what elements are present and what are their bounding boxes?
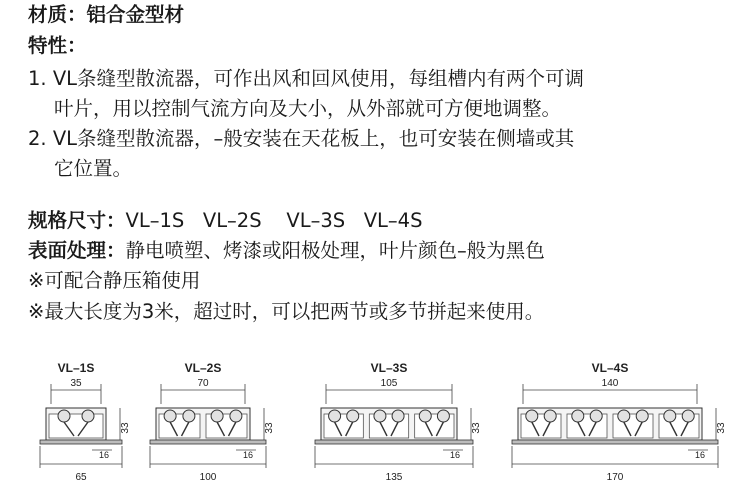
note-2: ※最大长度为3米，超过时，可以把两节或多节拼起来使用。: [28, 300, 545, 323]
blade-pivot-icon: [544, 410, 556, 422]
surface-value: 静电喷塑、烤漆或阳极处理，叶片颜色–般为黑色: [125, 239, 545, 262]
blade-pivot-icon: [392, 410, 404, 422]
material-label: 材质：: [28, 3, 87, 26]
slot-width-dim-text: 35: [70, 378, 82, 389]
feature-1-text: VL条缝型散流器，可作出风和回风使用，每组槽内有两个可调: [52, 67, 585, 90]
drawing-model-label: VL–4S: [591, 361, 629, 375]
height-dim-text: 33: [716, 422, 727, 434]
blade-pivot-icon: [230, 410, 242, 422]
drawing-model-label: VL–2S: [184, 361, 222, 375]
drawing-model-label: VL–1S: [57, 361, 95, 375]
surface-label: 表面处理：: [28, 239, 126, 262]
feature-1-line-1: [28, 66, 584, 92]
blade-pivot-icon: [374, 410, 386, 422]
blade-pivot-icon: [664, 410, 676, 422]
flange-plate: [150, 440, 266, 444]
blade-pivot-icon: [682, 410, 694, 422]
drawing-1: [40, 361, 131, 483]
feature-1-number: 1.: [28, 67, 47, 90]
note-1: ※可配合静压箱使用: [28, 269, 201, 292]
flange-plate: [40, 440, 122, 444]
slot-width-dim-text: 70: [197, 378, 209, 389]
drawing-model-label: VL–3S: [370, 361, 408, 375]
height-dim-text: 33: [264, 422, 275, 434]
surface-line: [28, 238, 545, 264]
total-width-dim-text: 65: [75, 472, 87, 483]
feature-2-line-1: [28, 126, 574, 152]
flange-dim-text: 16: [98, 450, 110, 460]
height-dim-text: 33: [120, 422, 131, 434]
feature-1-line-2: 叶片，用以控制气流方向及大小，从外部就可方便地调整。: [54, 97, 562, 120]
flange-dim-text: 16: [449, 450, 461, 460]
drawing-3: [315, 361, 482, 483]
drawing-2: [150, 361, 275, 483]
blade-pivot-icon: [82, 410, 94, 422]
blade-pivot-icon: [211, 410, 223, 422]
material-value: 铝合金型材: [86, 3, 185, 26]
blade-pivot-icon: [590, 410, 602, 422]
feature-2-line-2: 它位置。: [54, 157, 133, 180]
flange-plate: [512, 440, 718, 444]
blade-pivot-icon: [329, 410, 341, 422]
blade-pivot-icon: [419, 410, 431, 422]
blade-pivot-icon: [164, 410, 176, 422]
blade-pivot-icon: [636, 410, 648, 422]
feature-2-number: 2.: [28, 127, 47, 150]
slot-width-dim-text: 105: [380, 378, 398, 389]
features-label: 特性：: [28, 34, 87, 57]
flange-plate: [315, 440, 473, 444]
total-width-dim-text: 135: [385, 472, 403, 483]
drawing-4: [512, 361, 727, 483]
total-width-dim-text: 170: [606, 472, 624, 483]
spec-line: [28, 208, 422, 234]
blade-pivot-icon: [347, 410, 359, 422]
flange-dim-text: 16: [242, 450, 254, 460]
spec-label: 规格尺寸：: [28, 209, 126, 232]
profile-drawings: [0, 352, 745, 496]
blade-pivot-icon: [526, 410, 538, 422]
blade-pivot-icon: [572, 410, 584, 422]
slot-width-dim-text: 140: [601, 378, 619, 389]
blade-pivot-icon: [437, 410, 449, 422]
total-width-dim-text: 100: [199, 472, 217, 483]
feature-2-text: VL条缝型散流器，–般安装在天花板上，也可安装在侧墙或其: [52, 127, 575, 150]
flange-dim-text: 16: [694, 450, 706, 460]
blade-pivot-icon: [618, 410, 630, 422]
height-dim-text: 33: [471, 422, 482, 434]
spec-value: VL–1S VL–2S VL–3S VL–4S: [125, 209, 423, 232]
blade-pivot-icon: [183, 410, 195, 422]
slot-channel: [49, 414, 103, 438]
material-line: [28, 2, 184, 28]
blade-pivot-icon: [58, 410, 70, 422]
